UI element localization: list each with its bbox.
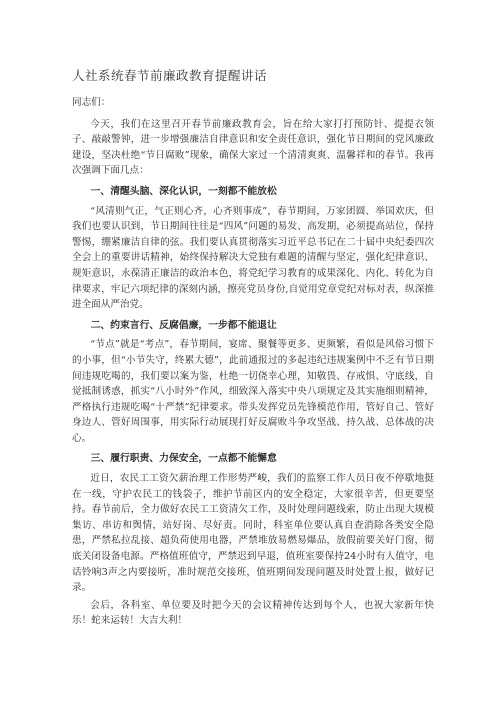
- section-heading-2: 二、约束言行、反腐倡廉，一步都不能退让: [90, 319, 277, 331]
- section-heading-1: 一、清醒头脑、深化认识，一刻都不能放松: [90, 185, 277, 197]
- closing-paragraph: 会后，各科室、单位要及时把今天的会议精神传达到每个人，也祝大家新年快乐！蛇来运转！大吉大利！: [72, 599, 434, 627]
- document-body: [72, 95, 434, 631]
- document-title: 人社系统春节前廉政教育提醒讲话: [72, 68, 268, 83]
- section-paragraph-2: “节点”就是“考点”，春节期间，宴席、聚餐等更多、更频繁，看似是风俗习惯下的小事，但“小节失守，终累大德”，此前通报过的多起违纪违规案例中不乏有节日期间违规吃喝的，我们要以案为鉴，杜绝一切侥幸心理，知敬畏、存戒惧、守底线，自觉抵制诱惑，抓实“八小时外”作风，细致深入落实中央八项规定及其实施细则精神，严格执行违规吃喝“十严禁”纪律要求。带头发挥党员先锋模范作用，管好自己、管好身边人、管好周围事，用实际行动展现打好反腐败斗争攻坚战、持久战、总体战的决心。: [72, 339, 434, 444]
- section-paragraph-1: “风清则气正，气正则心齐，心齐则事成”，春节期间，万家团圆、举国欢庆，但我们也要认识到，节日期间往往是“四风”问题的易发、高发期，必须提高站位，保持警惕，绷紧廉洁自律的弦。我们要认真贯彻落实习近平总书记在二十届中央纪委四次全会上的重要讲话精神，始终保持解决大党独有难题的清醒与坚定，强化纪律意识、规矩意识，永葆清正廉洁的政治本色，将党纪学习教育的成果深化、内化、转化为自律要求，牢记六项纪律的深刻内涵，擦亮党员身份,自觉用党章党纪对标对表，纵深推进全面从严治党。: [72, 205, 434, 311]
- section-paragraph-3: 近日，农民工工资欠薪治理工作形势严峻，我们的监察工作人员日夜不停歇地挺在一线，守护农民工的钱袋子，维护节前区内的安全稳定，大家很辛苦，但更要坚持。春节前后，全力做好农民工工资清欠工作，及时处理问题线索，防止出现大规模集访、串访和舆情，站好岗、尽好责。同时，科室单位要认真自查消除各类安全隐患，严禁私拉乱接、超负荷使用电器，严禁堆放易燃易爆品，放假前要关好门窗，彻底关闭设备电源。严格值班值守，严禁迟到早退，值班室要保持24小时有人值守，电话铃响3声之内要接听，准时规范交接班，值班期间发现问题及时处置上报，做好记录。: [72, 473, 434, 594]
- intro-paragraph: 今天，我们在这里召开春节前廉政教育会，旨在给大家打打预防针、提提衣领子、敲敲警钟，进一步增强廉洁自律意识和安全责任意识，强化节日期间的党风廉政建设，坚决杜绝“节日腐败”现象，确保大家过一个清清爽爽、温馨祥和的春节。我再次强调下面几点：: [72, 118, 434, 177]
- section-heading-3: 三、履行职责、力保安全，一点都不能懈怠: [90, 453, 277, 465]
- salutation: 同志们：: [72, 97, 111, 108]
